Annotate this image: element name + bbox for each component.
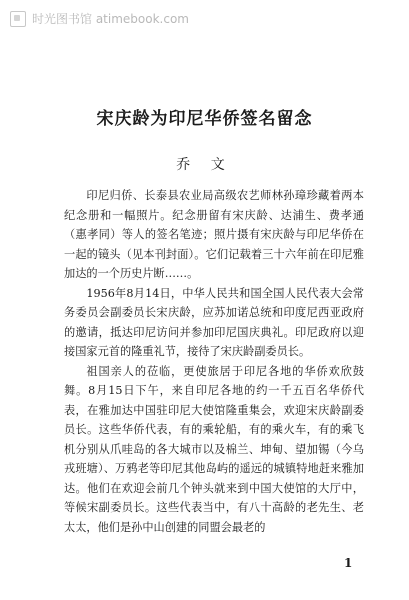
- article-author: 乔 文: [176, 157, 233, 173]
- paragraph: 印尼归侨、长泰县农业局高级农艺师林孙璋珍藏着两本纪念册和一幅照片。纪念册留有宋庆龄、达浦生、费孝通（惠孝同）等人的签名笔迹；照片摄有宋庆龄与印尼华侨在一起的镜头（见本刊封面）。它们记载着三十六年前在印尼雅加达的一个历史片断……。: [64, 189, 364, 280]
- paragraph: 祖国亲人的莅临，更使旅居于印尼各地的华侨欢欣鼓舞。8月15日下午，来自印尼各地的约一千五百名华侨代表，在雅加达中国驻印尼大使馆隆重集会，欢迎宋庆龄副委员长。这些华侨代表，有的乘轮船，有的乘火车，有的乘飞机分别从爪哇岛的各大城市以及棉兰、坤甸、望加锡（今乌戎班塘）、万鸦老等印尼其他岛屿的遥远的城镇特地赶来雅加达。他们在欢迎会前几个钟头就来到中国大使馆的大厅中，等候宋副委员长。这些代表当中，有八十高龄的老先生、老太太，他们是孙中山创建的同盟会最老的: [64, 364, 364, 534]
- watermark: [10, 10, 189, 27]
- article-body: [64, 186, 364, 537]
- article-title: 宋庆龄为印尼华侨签名留念: [96, 109, 313, 129]
- paragraph: 1956年8月14日，中华人民共和国全国人民代表大会常务委员会副委员长宋庆龄，应苏加诺总统和印度尼西亚政府的邀请，抵达印尼访问并参加印尼国庆典礼。印尼政府以迎接国家元首的隆重礼节，接待了宋庆龄副委员长。: [64, 286, 364, 358]
- watermark-text: 时光图书馆 atimebook.com: [32, 12, 189, 26]
- page-number: 1: [344, 556, 353, 570]
- book-icon: [10, 11, 26, 27]
